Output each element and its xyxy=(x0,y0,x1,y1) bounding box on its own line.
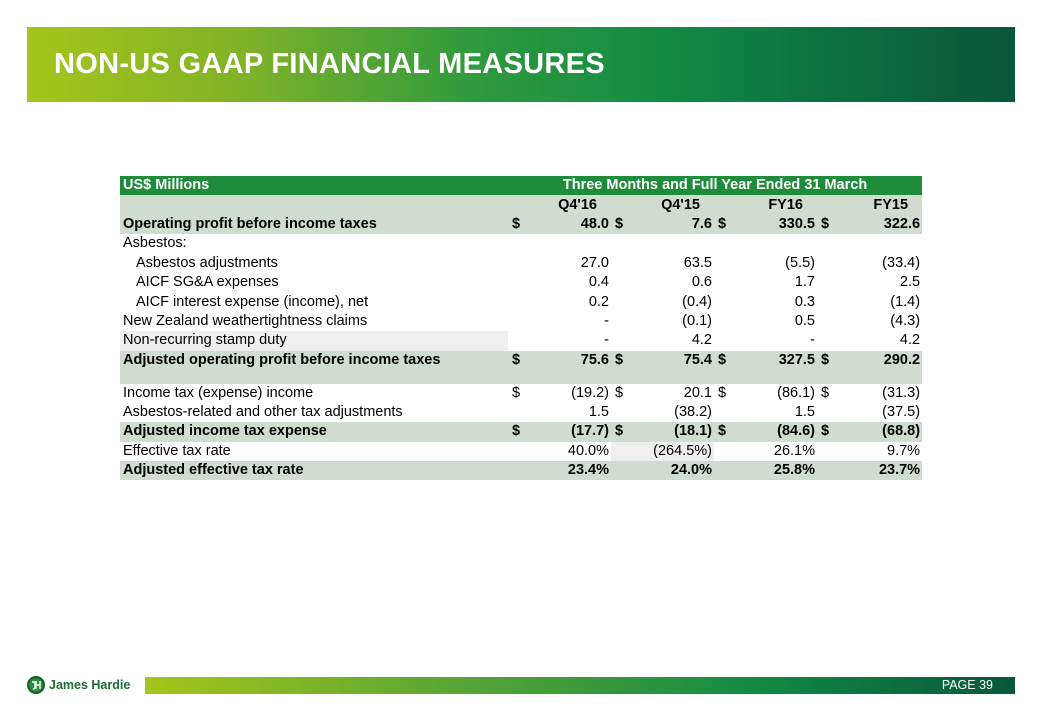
cell-value: (5.5) xyxy=(785,254,815,271)
cell-value: 0.4 xyxy=(588,274,609,291)
column-header: FY16 xyxy=(714,195,817,214)
cell-value: 327.5 xyxy=(740,351,817,384)
currency-symbol xyxy=(508,331,534,350)
cell-value: 25.8% xyxy=(740,461,817,480)
table-header-row xyxy=(120,176,922,195)
currency-symbol xyxy=(508,292,534,311)
currency-symbol xyxy=(817,403,843,422)
row-label: Asbestos-related and other tax adjustments xyxy=(123,404,403,421)
cell-value: 2.5 xyxy=(899,274,921,291)
column-header: Q4'16 xyxy=(508,195,611,214)
currency-symbol xyxy=(611,461,637,480)
cell-value: 63.5 xyxy=(683,254,712,271)
cell-value: 23.4% xyxy=(534,461,611,480)
currency-symbol xyxy=(714,273,740,292)
cell-value: 40.0% xyxy=(567,442,609,459)
row-label: Operating profit before income taxes xyxy=(120,215,508,234)
cell-value: 75.6 xyxy=(534,351,611,384)
cell-value: 322.6 xyxy=(843,215,922,234)
currency-symbol xyxy=(508,312,534,331)
currency-symbol: $ xyxy=(821,384,830,401)
cell-value: 290.2 xyxy=(843,351,922,384)
cell-value: 24.0% xyxy=(637,461,714,480)
currency-symbol: $ xyxy=(611,215,637,234)
table-row xyxy=(120,442,922,461)
cell-value: (264.5%) xyxy=(637,442,714,461)
currency-symbol xyxy=(508,461,534,480)
title-banner xyxy=(27,27,1015,102)
currency-symbol xyxy=(817,442,843,461)
currency-symbol xyxy=(817,312,843,331)
currency-symbol xyxy=(817,461,843,480)
currency-symbol xyxy=(714,403,740,422)
currency-symbol xyxy=(714,234,740,253)
currency-symbol xyxy=(611,331,637,350)
financial-measures-table xyxy=(120,176,922,480)
currency-symbol xyxy=(611,312,637,331)
currency-symbol xyxy=(714,312,740,331)
currency-symbol: $ xyxy=(512,384,521,401)
table-row xyxy=(120,292,922,311)
currency-symbol: $ xyxy=(508,215,534,234)
currency-symbol xyxy=(817,254,843,273)
table-row xyxy=(120,422,922,441)
currency-symbol xyxy=(817,273,843,292)
cell-value: 0.3 xyxy=(794,293,815,310)
cell-value xyxy=(637,234,714,253)
cell-value: 1.5 xyxy=(794,404,815,421)
company-logo xyxy=(27,674,130,696)
row-label: Adjusted income tax expense xyxy=(120,422,508,441)
column-header: Q4'15 xyxy=(611,195,714,214)
cell-value: 48.0 xyxy=(534,215,611,234)
cell-value xyxy=(534,234,611,253)
row-label: Adjusted operating profit before income taxes xyxy=(120,351,508,384)
page-title: NON-US GAAP FINANCIAL MEASURES xyxy=(54,48,605,80)
currency-symbol xyxy=(714,442,740,461)
cell-value: (31.3) xyxy=(882,384,921,401)
cell-value: (0.1) xyxy=(682,312,712,329)
cell-value: (19.2) xyxy=(571,384,609,401)
table-row xyxy=(120,461,922,480)
cell-value: 20.1 xyxy=(683,384,712,401)
row-label: Non-recurring stamp duty xyxy=(120,331,508,350)
cell-value: - xyxy=(604,312,609,329)
currency-symbol xyxy=(611,234,637,253)
cell-value: 4.2 xyxy=(899,332,921,349)
column-header-blank xyxy=(120,195,508,214)
period-label: Three Months and Full Year Ended 31 March xyxy=(508,176,922,195)
column-header-row xyxy=(120,195,922,214)
row-label: New Zealand weathertightness claims xyxy=(123,312,368,329)
table-body xyxy=(120,176,922,480)
cell-value: 1.5 xyxy=(588,404,609,421)
cell-value: 9.7% xyxy=(887,442,921,459)
table-row xyxy=(120,254,922,273)
cell-value: 1.7 xyxy=(794,274,815,291)
currency-symbol xyxy=(611,292,637,311)
currency-symbol xyxy=(817,292,843,311)
cell-value: 27.0 xyxy=(580,254,609,271)
cell-value: (68.8) xyxy=(843,422,922,441)
cell-value: (17.7) xyxy=(534,422,611,441)
table-row xyxy=(120,273,922,292)
logo-glyph xyxy=(30,679,42,691)
currency-symbol: $ xyxy=(817,422,843,441)
cell-value: 0.6 xyxy=(691,274,712,291)
currency-symbol: $ xyxy=(714,215,740,234)
currency-symbol xyxy=(714,292,740,311)
currency-symbol xyxy=(611,403,637,422)
cell-value xyxy=(740,234,817,253)
currency-symbol xyxy=(611,273,637,292)
currency-symbol: $ xyxy=(611,422,637,441)
currency-symbol: $ xyxy=(817,351,843,384)
column-header: FY15 xyxy=(817,195,922,214)
currency-symbol xyxy=(611,254,637,273)
currency-symbol: $ xyxy=(508,422,534,441)
cell-value: (37.5) xyxy=(882,404,921,421)
logo-icon xyxy=(27,676,45,694)
footer-bar xyxy=(145,677,1015,694)
currency-symbol: $ xyxy=(611,351,637,384)
cell-value: 4.2 xyxy=(691,332,712,349)
currency-symbol: $ xyxy=(817,215,843,234)
currency-symbol: $ xyxy=(615,384,624,401)
row-label: Asbestos adjustments xyxy=(136,254,278,271)
cell-value: (0.4) xyxy=(682,293,712,310)
currency-symbol xyxy=(508,442,534,461)
table-row xyxy=(120,215,922,234)
cell-value: 75.4 xyxy=(637,351,714,384)
cell-value: (33.4) xyxy=(882,254,921,271)
currency-symbol xyxy=(817,331,843,350)
table-row xyxy=(120,331,922,350)
cell-value: 330.5 xyxy=(740,215,817,234)
cell-value: (38.2) xyxy=(674,404,712,421)
row-label: Income tax (expense) income xyxy=(123,384,314,401)
cell-value: 26.1% xyxy=(773,442,815,459)
page-number: PAGE 39 xyxy=(941,678,993,692)
table-row xyxy=(120,384,922,403)
cell-value: 0.5 xyxy=(794,312,815,329)
currency-symbol xyxy=(508,403,534,422)
currency-symbol xyxy=(508,234,534,253)
currency-symbol xyxy=(714,331,740,350)
currency-symbol xyxy=(611,442,637,461)
cell-value: - xyxy=(604,332,609,349)
currency-symbol: $ xyxy=(714,422,740,441)
table-row xyxy=(120,403,922,422)
cell-value xyxy=(843,234,922,253)
table-row xyxy=(120,234,922,253)
row-label: Effective tax rate xyxy=(123,442,231,459)
row-label: AICF interest expense (income), net xyxy=(136,293,369,310)
currency-symbol xyxy=(714,461,740,480)
currency-symbol: $ xyxy=(508,351,534,384)
company-name: James Hardie xyxy=(49,678,131,692)
table-row xyxy=(120,351,922,384)
currency-symbol xyxy=(817,234,843,253)
cell-value: (4.3) xyxy=(890,312,921,329)
row-label: Adjusted effective tax rate xyxy=(120,461,508,480)
cell-value: (84.6) xyxy=(740,422,817,441)
cell-value: (18.1) xyxy=(637,422,714,441)
row-label: Asbestos: xyxy=(123,235,187,252)
cell-value: 23.7% xyxy=(843,461,922,480)
currency-symbol xyxy=(714,254,740,273)
cell-value: 0.2 xyxy=(588,293,609,310)
currency-symbol: $ xyxy=(714,351,740,384)
currency-symbol xyxy=(508,273,534,292)
currency-symbol xyxy=(508,254,534,273)
table-row xyxy=(120,312,922,331)
cell-value: 7.6 xyxy=(637,215,714,234)
unit-label: US$ Millions xyxy=(120,176,508,195)
row-label: AICF SG&A expenses xyxy=(136,274,279,291)
cell-value: - xyxy=(810,332,815,349)
cell-value: (1.4) xyxy=(890,293,921,310)
cell-value: (86.1) xyxy=(777,384,815,401)
currency-symbol: $ xyxy=(718,384,727,401)
